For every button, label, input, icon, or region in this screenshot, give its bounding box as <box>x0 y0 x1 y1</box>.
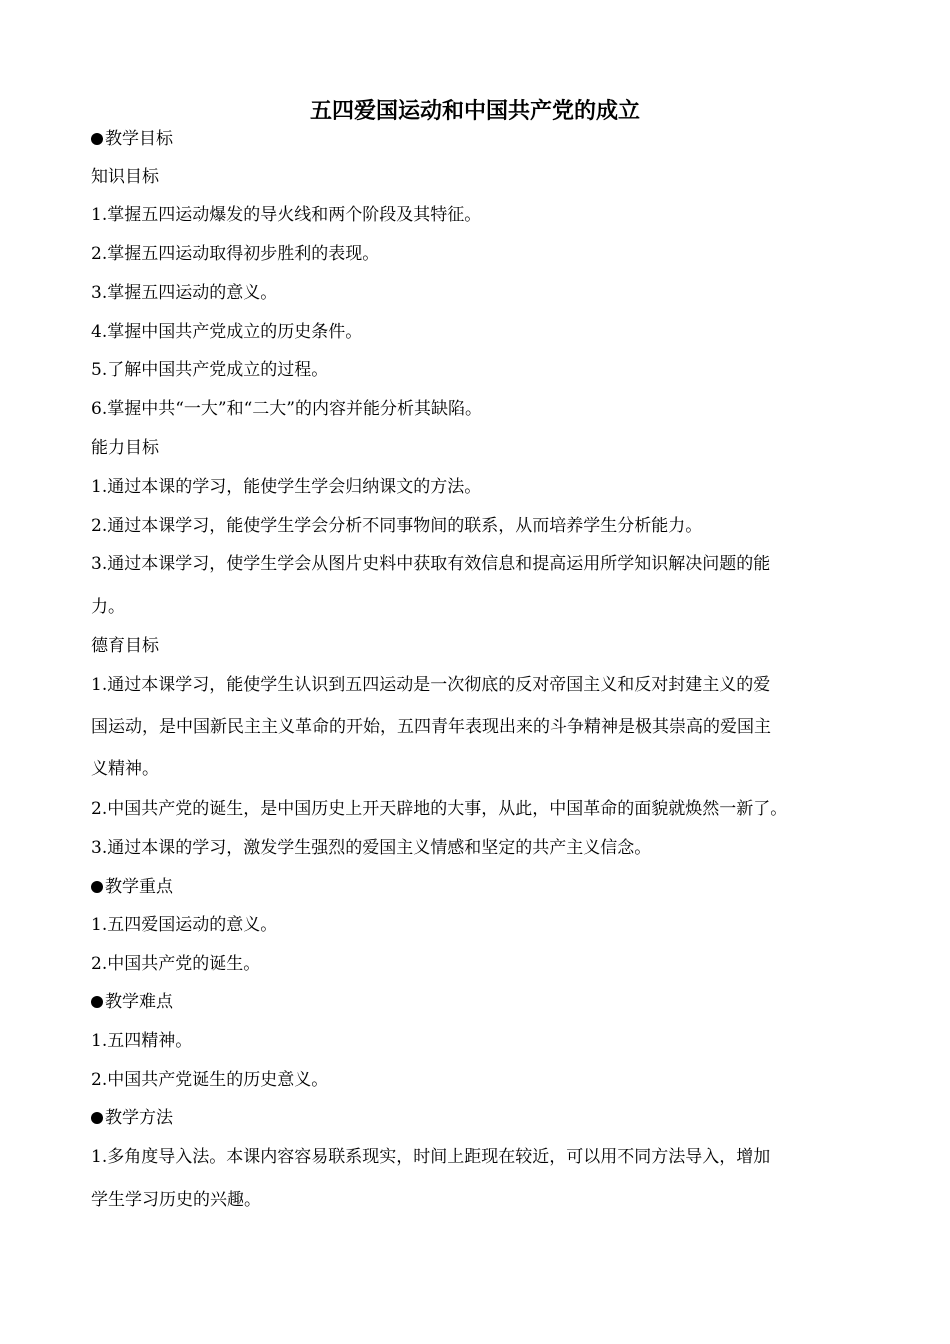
bullet-icon <box>91 996 103 1008</box>
text-line <box>91 552 881 576</box>
line-text: 1.五四精神。 <box>91 1031 193 1051</box>
text-line <box>91 952 881 976</box>
line-text: 3.通过本课学习，使学生学会从图片史料中获取有效信息和提高运用所学知识解决问题的能 <box>91 554 771 574</box>
line-text: 2.中国共产党诞生的历史意义。 <box>91 1070 329 1090</box>
text-line <box>91 715 881 739</box>
text-line <box>91 913 881 937</box>
line-text: 教学重点 <box>105 877 173 897</box>
text-line <box>91 281 881 305</box>
line-text: 能力目标 <box>91 438 159 458</box>
bullet-icon <box>91 133 103 145</box>
text-line <box>91 242 881 266</box>
text-line <box>91 514 881 538</box>
document-title: 五四爱国运动和中国共产党的成立 <box>309 99 640 124</box>
line-text: 力。 <box>91 597 125 617</box>
line-text: 2.掌握五四运动取得初步胜利的表现。 <box>91 244 380 264</box>
line-text: 1.掌握五四运动爆发的导火线和两个阶段及其特征。 <box>91 205 482 225</box>
line-text: 2.通过本课学习，能使学生学会分析不同事物间的联系，从而培养学生分析能力。 <box>91 516 703 536</box>
line-text: 1.通过本课学习，能使学生认识到五四运动是一次彻底的反对帝国主义和反对封建主义的爱 <box>91 675 771 695</box>
line-text: 6.掌握中共“一大”和“二大”的内容并能分析其缺陷。 <box>91 399 482 419</box>
text-line <box>91 836 881 860</box>
line-text: 知识目标 <box>91 167 159 187</box>
text-line <box>91 165 881 189</box>
bullet-icon <box>91 1112 103 1124</box>
text-line <box>91 757 881 781</box>
text-line <box>91 436 881 460</box>
line-text: 4.掌握中国共产党成立的历史条件。 <box>91 322 363 342</box>
text-line <box>91 320 881 344</box>
line-text: 德育目标 <box>91 636 159 656</box>
bullet-icon <box>91 881 103 893</box>
line-text: 2.中国共产党的诞生，是中国历史上开天辟地的大事，从此，中国革命的面貌就焕然一新了。 <box>91 799 788 819</box>
line-text: 3.掌握五四运动的意义。 <box>91 283 278 303</box>
section-heading <box>91 875 881 899</box>
line-text: 教学难点 <box>105 992 173 1012</box>
line-text: 义精神。 <box>91 759 159 779</box>
text-line <box>91 797 881 821</box>
line-text: 教学目标 <box>105 129 173 149</box>
text-line <box>91 1029 881 1053</box>
text-line <box>91 634 881 658</box>
line-text: 学生学习历史的兴趣。 <box>91 1190 261 1210</box>
section-heading <box>91 1106 881 1130</box>
text-line <box>91 1188 881 1212</box>
text-line <box>91 595 881 619</box>
line-text: 教学方法 <box>105 1108 173 1128</box>
section-heading <box>91 990 881 1014</box>
line-text: 3.通过本课的学习，激发学生强烈的爱国主义情感和坚定的共产主义信念。 <box>91 838 652 858</box>
text-line <box>91 358 881 382</box>
line-text: 1.通过本课的学习，能使学生学会归纳课文的方法。 <box>91 477 482 497</box>
line-text: 2.中国共产党的诞生。 <box>91 954 261 974</box>
line-text: 1.多角度导入法。本课内容容易联系现实，时间上距现在较近，可以用不同方法导入，增加 <box>91 1147 771 1167</box>
text-line <box>91 1145 881 1169</box>
line-text: 1.五四爱国运动的意义。 <box>91 915 278 935</box>
line-text: 5.了解中国共产党成立的过程。 <box>91 360 329 380</box>
line-text: 国运动，是中国新民主主义革命的开始，五四青年表现出来的斗争精神是极其崇高的爱国主 <box>91 717 771 737</box>
section-heading <box>91 127 881 151</box>
text-line <box>91 203 881 227</box>
text-line <box>91 673 881 697</box>
text-line <box>91 475 881 499</box>
text-line <box>91 397 881 421</box>
text-line <box>91 1068 881 1092</box>
